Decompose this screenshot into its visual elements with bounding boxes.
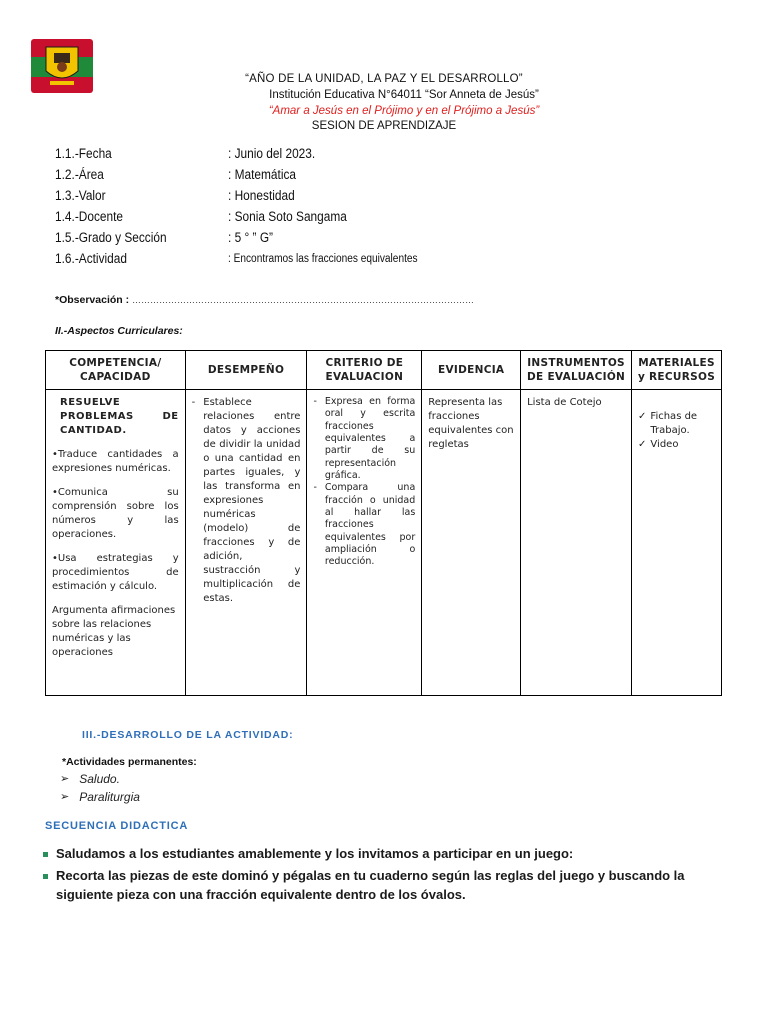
observacion-label: *Observación : xyxy=(55,294,130,306)
header-competencia: COMPETENCIA/ CAPACIDAD xyxy=(46,351,186,390)
competencia-title: RESUELVE PROBLEMAS DE CANTIDAD. xyxy=(60,397,179,436)
observacion-line xyxy=(55,294,474,306)
section-desarrollo-title: III.-DESARROLLO DE LA ACTIVIDAD: xyxy=(82,729,294,741)
cell-materiales xyxy=(632,390,722,696)
info-label-grado: 1.5.-Grado y Sección xyxy=(55,230,167,245)
paragraph-text: Saludamos a los estudiantes amablemente y los invitamos a participar en un juego: xyxy=(56,846,574,861)
materiales-item xyxy=(638,438,715,452)
table-header-row xyxy=(46,351,722,390)
info-value-valor: : Honestidad xyxy=(228,188,295,203)
square-bullet-icon xyxy=(43,852,48,857)
info-label-valor: 1.3.-Valor xyxy=(55,188,106,203)
institution-name: Institución Educativa N°64011 “Sor Anneta de Jesús” xyxy=(269,89,539,101)
paragraph-text: Recorta las piezas de este dominó y pégalas en tu cuaderno según las reglas del juego y buscando la siguiente pieza con una fracción equivalente dentro de los óvalos. xyxy=(56,868,685,902)
header-instrumentos: INSTRUMENTOS DE EVALUACIÓN xyxy=(521,351,632,390)
curriculum-table xyxy=(45,350,722,696)
competencia-item: Argumenta afirmaciones sobre las relaciones numéricas y las operaciones xyxy=(52,605,176,658)
header-desempeno: DESEMPEÑO xyxy=(185,351,307,390)
actividades-permanentes-title: *Actividades permanentes: xyxy=(62,756,197,768)
header-materiales: MATERIALES y RECURSOS xyxy=(632,351,722,390)
materiales-label: Video xyxy=(650,439,679,450)
materiales-item xyxy=(638,410,715,438)
header-criterio: CRITERIO DE EVALUACION xyxy=(307,351,422,390)
dash-marker: - xyxy=(191,397,196,408)
observacion-dots: …………………………………………………………………………………………………… xyxy=(132,295,475,305)
section-curriculares-title: II.-Aspectos Curriculares: xyxy=(55,325,183,337)
competencia-item: •Comunica su comprensión sobre los números y las operaciones. xyxy=(52,487,179,540)
info-label-area: 1.2.-Área xyxy=(55,167,104,182)
cell-desempeno xyxy=(185,390,307,696)
desempeno-text: Establece relaciones entre datos y acciones de dividir la unidad o una cantidad en partes iguales, y las transforma en expresiones numéricas (modelo) de fracciones y de adición, sustracción y multiplicación de estas. xyxy=(203,397,301,604)
arrow-bullet-icon: ➢ xyxy=(60,773,70,785)
materiales-label: Fichas de Trabajo. xyxy=(650,411,698,436)
dash-marker: - xyxy=(313,482,317,494)
square-bullet-icon xyxy=(43,874,48,879)
criterio-item: Compara una fracción o unidad al hallar las fracciones equivalentes por ampliación o reducción. xyxy=(324,482,416,568)
paragraph-item xyxy=(43,845,743,864)
list-item xyxy=(60,790,140,804)
check-icon: ✓ xyxy=(638,439,647,450)
info-label-docente: 1.4.-Docente xyxy=(55,209,124,224)
instrumentos-text: Lista de Cotejo xyxy=(527,397,602,408)
info-value-grado: : 5 ° ” G” xyxy=(228,230,274,245)
motto: “Amar a Jesús en el Prójimo y en el Prójimo a Jesús” xyxy=(268,105,540,117)
info-value-actividad: : Encontramos las fracciones equivalentes xyxy=(228,253,418,265)
cell-evidencia xyxy=(422,390,521,696)
header-evidencia: EVIDENCIA xyxy=(422,351,521,390)
actividad-label: Saludo. xyxy=(79,772,120,786)
competencia-item: •Usa estrategias y procedimientos de estimación y cálculo. xyxy=(52,553,179,592)
criterio-item: Expresa en forma oral y escrita fracciones equivalentes a partir de su representación gráfica. xyxy=(324,396,416,482)
cell-instrumentos xyxy=(521,390,632,696)
list-item xyxy=(60,772,120,786)
paragraph-item xyxy=(43,867,743,905)
table-row xyxy=(46,390,722,696)
info-label-actividad: 1.6.-Actividad xyxy=(55,251,127,266)
cell-criterio xyxy=(307,390,422,696)
school-crest-logo xyxy=(30,37,94,95)
arrow-bullet-icon: ➢ xyxy=(60,791,70,803)
dash-marker: - xyxy=(313,396,317,407)
document-title: SESION DE APRENDIZAJE xyxy=(311,120,457,132)
year-line: “AÑO DE LA UNIDAD, LA PAZ Y EL DESARROLLO” xyxy=(245,73,523,85)
evidencia-text: Representa las fracciones equivalentes con regletas xyxy=(428,397,514,450)
info-value-docente: : Sonia Soto Sangama xyxy=(228,209,347,224)
actividad-label: Paraliturgia xyxy=(79,790,140,804)
cell-competencia xyxy=(46,390,186,696)
info-value-area: : Matemática xyxy=(228,167,297,182)
competencia-item: •Traduce cantidades a expresiones numéricas. xyxy=(52,449,179,474)
check-icon: ✓ xyxy=(638,411,647,422)
secuencia-didactica-title: SECUENCIA DIDACTICA xyxy=(45,820,189,832)
info-label-fecha: 1.1.-Fecha xyxy=(55,146,112,161)
info-value-fecha: : Junio del 2023. xyxy=(228,146,316,161)
